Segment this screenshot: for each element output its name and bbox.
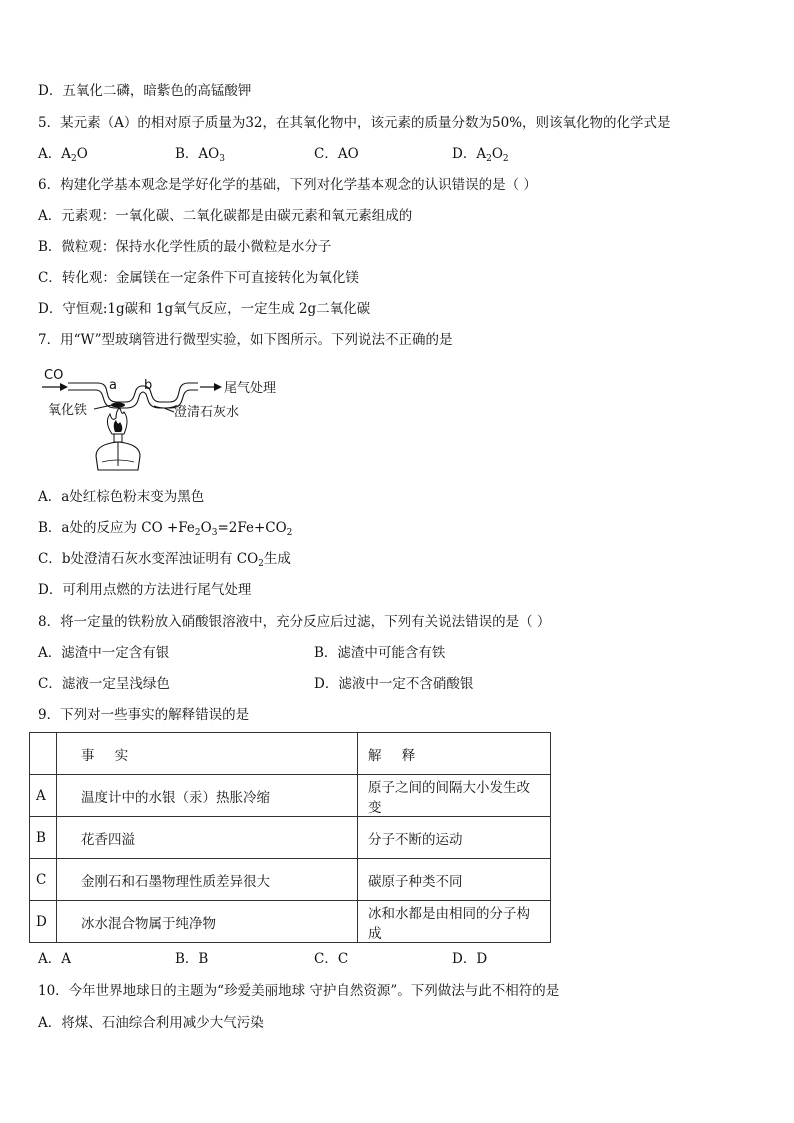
exhaust-arrow-head — [214, 383, 222, 391]
figure-label-limewater: 澄清石灰水 — [174, 405, 240, 420]
row-fact: 金刚石和石墨物理性质差异很大 — [57, 859, 358, 901]
figure-label-a: a — [109, 378, 117, 393]
row-label: B — [30, 817, 57, 859]
figure-label-b: b — [144, 378, 153, 393]
q8-stem: 8．将一定量的铁粉放入硝酸银溶液中，充分反应后过滤，下列有关说法错误的是（ ） — [38, 614, 551, 630]
q6-option-b: B．微粒观：保持水化学性质的最小微粒是水分子 — [38, 239, 332, 255]
figure-label-co: CO — [44, 368, 64, 383]
w-tube-upper-wall — [68, 383, 198, 402]
q7-option-b: B．a处的反应为 CO $+Fe_2O_3=2Fe+CO_2$ — [38, 520, 293, 538]
limewater-pointer — [164, 408, 174, 412]
row-explain: 原子之间的间隔大小发生改变 — [358, 775, 551, 817]
table-row — [30, 775, 551, 817]
row-fact: 冰水混合物属于纯净物 — [57, 901, 358, 943]
q7-option-c: C．b处澄清石灰水变浑浊证明有 $CO_2$生成 — [38, 551, 291, 569]
q5-option-b: B．$AO_3$ — [175, 146, 225, 164]
figure-label-iron-oxide: 氧化铁 — [48, 403, 88, 418]
row-explain: 冰和水都是由相同的分子构成 — [358, 901, 551, 943]
facts-table — [29, 732, 551, 943]
q9-option-a: A．A — [38, 951, 71, 967]
q8-option-b: B．滤渣中可能含有铁 — [314, 645, 446, 661]
q6-option-c: C．转化观：金属镁在一定条件下可直接转化为氧化镁 — [38, 270, 359, 286]
q5-option-a: A．$A_2O$ — [38, 146, 88, 164]
q7-option-d: D．可利用点燃的方法进行尾气处理 — [38, 582, 252, 598]
q6-stem: 6．构建化学基本观念是学好化学的基础，下列对化学基本观念的认识错误的是（ ） — [38, 177, 537, 193]
row-explain: 碳原子种类不同 — [358, 859, 551, 901]
q7-option-a: A．a处红棕色粉末变为黑色 — [38, 489, 205, 505]
w-tube-apparatus-figure — [38, 362, 298, 474]
q8-option-c: C．滤液一定呈浅绿色 — [38, 676, 170, 692]
row-fact: 花香四溢 — [57, 817, 358, 859]
table-header-explain: 解 释 — [358, 733, 551, 775]
figure-label-exhaust: 尾气处理 — [224, 381, 277, 396]
q7-stem: 7．用“W”型玻璃管进行微型实验，如下图所示。下列说法不正确的是 — [38, 332, 453, 348]
q8-option-a: A．滤渣中一定含有银 — [38, 645, 170, 661]
row-label: C — [30, 859, 57, 901]
q4-option-d: D．五氧化二磷，暗紫色的高锰酸钾 — [38, 83, 252, 99]
table-row — [30, 901, 551, 943]
row-explain: 分子不断的运动 — [358, 817, 551, 859]
flame-core — [114, 420, 123, 432]
table-row — [30, 817, 551, 859]
q9-option-d: D．D — [452, 951, 488, 967]
q9-stem: 9．下列对一些事实的解释错误的是 — [38, 707, 250, 723]
q9-option-c: C．C — [314, 951, 349, 967]
row-label: D — [30, 901, 57, 943]
q8-option-d: D．滤液中一定不含硝酸银 — [314, 676, 474, 692]
q5-stem: 5．某元素（A）的相对原子质量为32，在其氧化物中，该元素的质量分数为50%，则该氧化物的化学式是 — [38, 115, 671, 131]
row-fact: 温度计中的水银（汞）热胀冷缩 — [57, 775, 358, 817]
iron-oxide-powder — [111, 403, 125, 408]
q9-option-b: B．B — [175, 951, 209, 967]
q10-stem: 10．今年世界地球日的主题为“珍爱美丽地球 守护自然资源”。下列做法与此不相符的是 — [38, 983, 560, 999]
table-header-row — [30, 733, 551, 775]
table-header-blank — [30, 733, 57, 775]
q6-option-a: A．元素观：一氧化碳、二氧化碳都是由碳元素和氧元素组成的 — [38, 208, 413, 224]
co-arrow-head — [60, 383, 68, 391]
lamp-wick-holder — [114, 434, 122, 442]
table-row — [30, 859, 551, 901]
q10-option-a: A．将煤、石油综合利用减少大气污染 — [38, 1015, 264, 1031]
q5-option-d: D．$A_2O_2$ — [452, 146, 509, 164]
row-label: A — [30, 775, 57, 817]
table-header-fact: 事 实 — [57, 733, 358, 775]
q5-option-c: C．AO — [314, 146, 359, 162]
q6-option-d: D．守恒观:1g碳和 1g氧气反应，一定生成 2g二氧化碳 — [38, 301, 371, 317]
